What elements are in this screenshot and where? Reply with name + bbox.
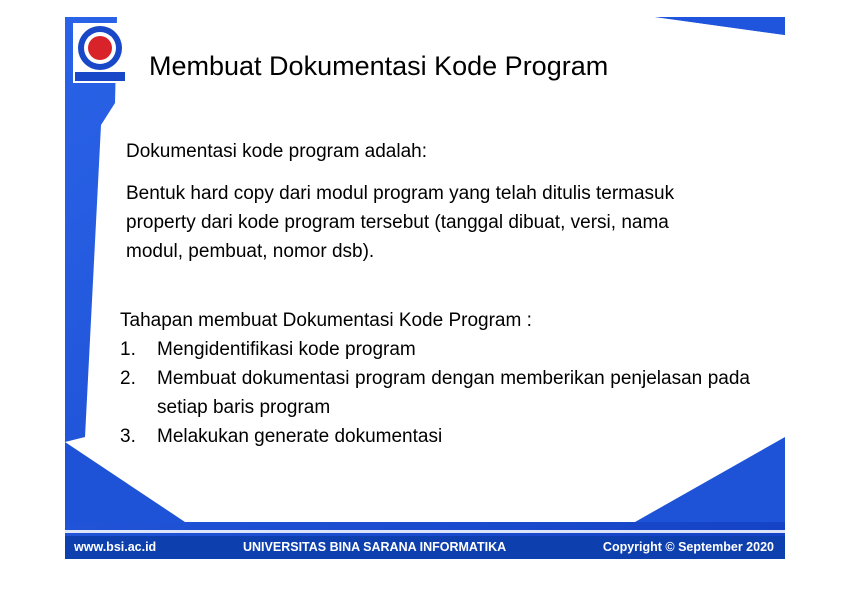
step-text: Melakukan generate dokumentasi — [157, 426, 443, 447]
slide-background — [65, 17, 785, 559]
step-number: 1. — [120, 339, 136, 360]
slide — [65, 17, 785, 559]
footer-copyright: Copyright © September 2020 — [602, 540, 774, 554]
step-text: Membuat dokumentasi program dengan memberikan penjelasan pada setiap baris program — [157, 368, 750, 418]
list-item — [120, 364, 750, 422]
definition-text: Bentuk hard copy dari modul program yang telah ditulis termasuk property dari kode program tersebut (tanggal dibuat, versi, nama modul, pembuat, nomor dsb). — [126, 183, 675, 262]
footer-institution: UNIVERSITAS BINA SARANA INFORMATIKA — [243, 540, 507, 554]
slide-footer — [65, 536, 785, 559]
steps-heading: Tahapan membuat Dokumentasi Kode Program : — [120, 310, 532, 331]
footer-website: www.bsi.ac.id — [74, 540, 157, 554]
slide-title: Membuat Dokumentasi Kode Program — [149, 51, 609, 81]
step-number: 2. — [120, 368, 136, 389]
list-item — [120, 335, 750, 364]
step-text: Mengidentifikasi kode program — [157, 339, 416, 360]
intro-text: Dokumentasi kode program adalah: — [126, 141, 428, 162]
university-logo-icon — [73, 23, 127, 83]
step-number: 3. — [120, 426, 136, 447]
list-item — [120, 422, 750, 451]
steps-list — [120, 335, 750, 451]
